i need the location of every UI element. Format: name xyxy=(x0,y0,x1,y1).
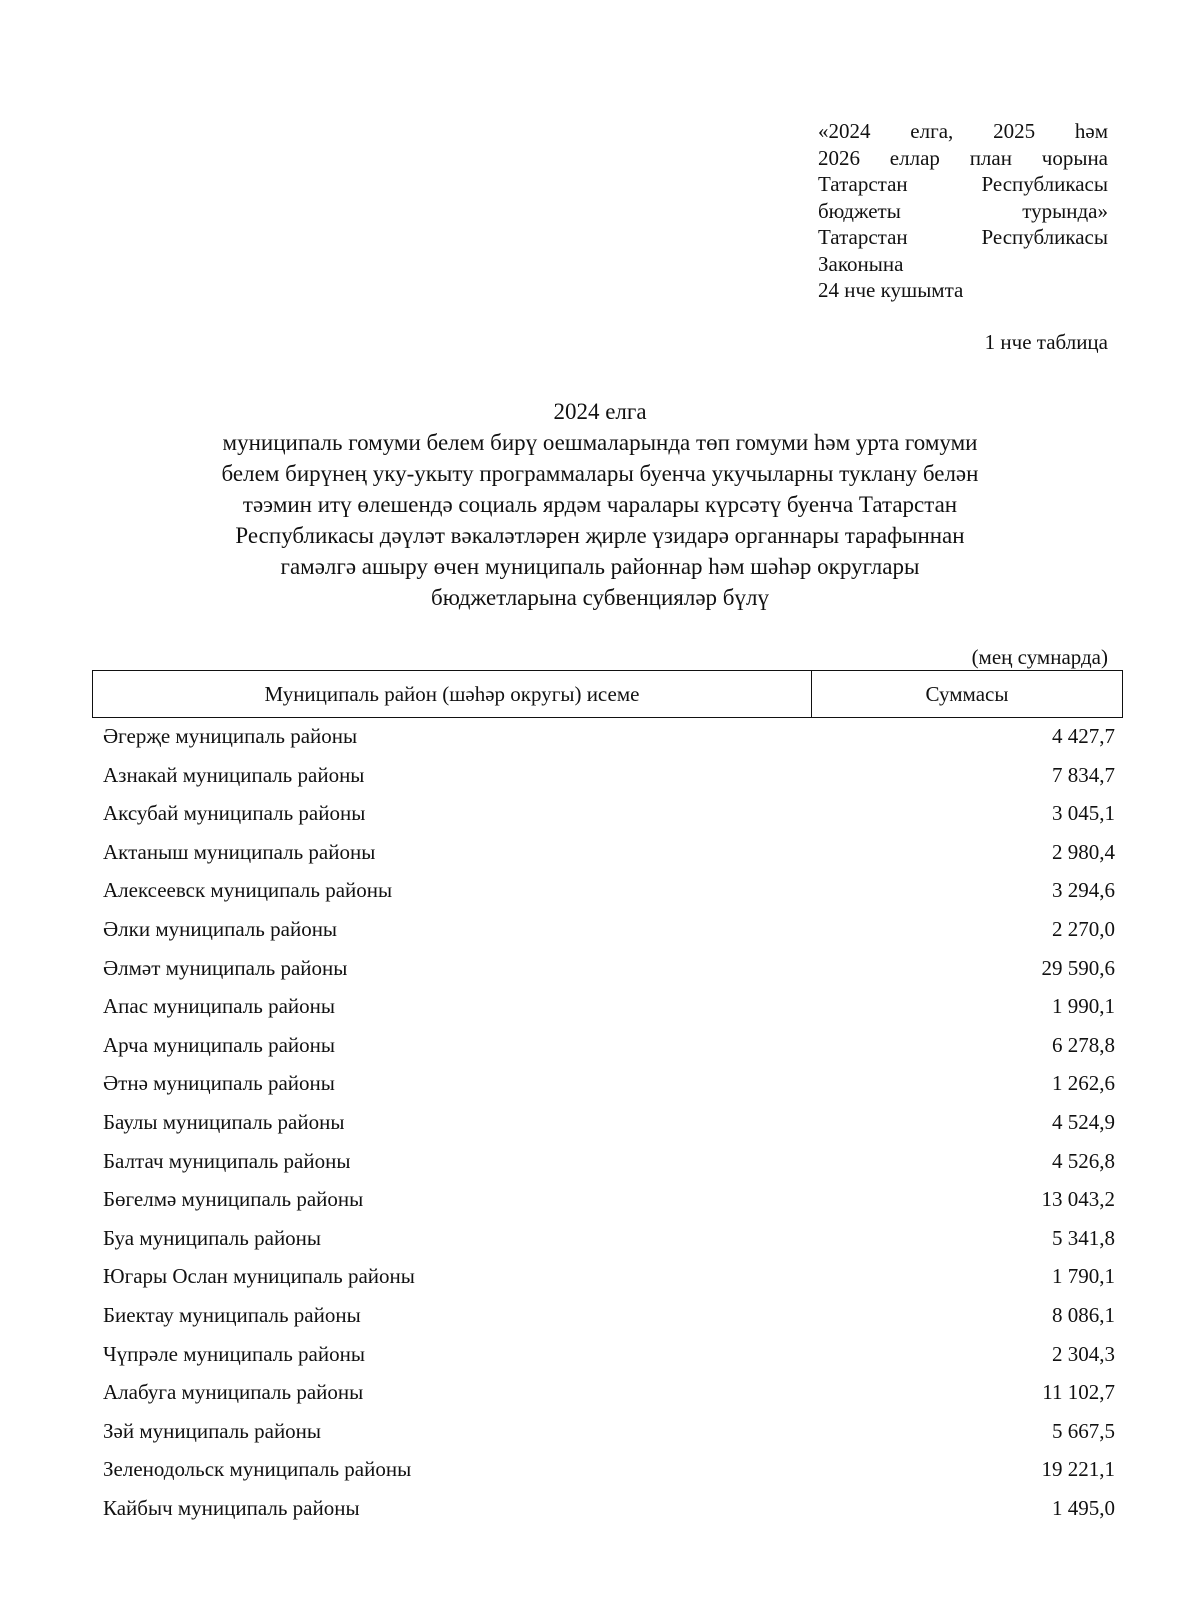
row-name: Чүпрәле муниципаль районы xyxy=(103,1341,365,1366)
table-row xyxy=(103,838,1115,877)
row-value: 4 427,7 xyxy=(1052,724,1115,748)
row-value: 8 086,1 xyxy=(1052,1302,1115,1327)
table-row xyxy=(103,1378,1115,1417)
row-value: 2 304,3 xyxy=(1052,1341,1115,1366)
appendix-line: 24 нче кушымта xyxy=(818,278,964,302)
row-value: 5 341,8 xyxy=(1052,1225,1115,1250)
table-row xyxy=(103,876,1115,915)
row-value: 5 667,5 xyxy=(1052,1418,1115,1443)
appendix-line: Татарстан Республикасы xyxy=(818,225,1108,249)
appendix-line: «2024 елга, 2025 һәм xyxy=(818,119,1108,143)
title-line: бюджетларына субвенцияләр бүлү xyxy=(431,585,769,610)
row-value: 1 262,6 xyxy=(1052,1071,1115,1096)
row-name: Югары Ослан муниципаль районы xyxy=(103,1264,415,1289)
header-sum-column: Суммасы xyxy=(925,681,1009,706)
table-row xyxy=(103,761,1115,800)
row-value: 11 102,7 xyxy=(1042,1380,1115,1405)
row-value: 1 790,1 xyxy=(1052,1264,1115,1289)
appendix-reference xyxy=(818,118,1108,304)
row-value: 1 990,1 xyxy=(1052,994,1115,1019)
row-name: Балтач муниципаль районы xyxy=(103,1148,351,1173)
appendix-line: Законына xyxy=(818,251,904,276)
row-name: Зеленодольск муниципаль районы xyxy=(103,1457,412,1482)
table-row xyxy=(103,1069,1115,1108)
row-value: 29 590,6 xyxy=(1041,955,1115,980)
title-line: Республикасы дәүләт вәкаләтләрен җирле үзидарә органнары тарафыннан xyxy=(235,523,965,548)
row-name: Баулы муниципаль районы xyxy=(103,1109,345,1134)
row-value: 1 495,0 xyxy=(1052,1495,1115,1520)
table-row xyxy=(103,1417,1115,1456)
units-note: (мең сумнарда) xyxy=(971,645,1108,669)
row-name: Әлмәт муниципаль районы xyxy=(103,955,348,980)
table-header xyxy=(92,670,1123,718)
title-line: белем бирүнең уку-укыту программалары буенча укучыларны туклану белән xyxy=(221,461,979,486)
row-value: 2 270,0 xyxy=(1052,916,1115,941)
row-name: Буа муниципаль районы xyxy=(103,1225,322,1250)
row-value: 2 980,4 xyxy=(1052,839,1115,864)
header-name-column: Муниципаль район (шәһәр округы) исеме xyxy=(93,671,812,717)
table-row xyxy=(103,1340,1115,1379)
document-title xyxy=(90,396,1110,613)
row-value: 13 043,2 xyxy=(1041,1187,1115,1212)
appendix-line: бюджеты турында» xyxy=(818,198,1108,223)
row-value: 3 294,6 xyxy=(1052,878,1115,903)
table-row xyxy=(103,1185,1115,1224)
row-name: Бөгелмә муниципаль районы xyxy=(103,1187,364,1212)
table-row xyxy=(103,915,1115,954)
row-name: Арча муниципаль районы xyxy=(103,1032,335,1057)
row-name: Әтнә муниципаль районы xyxy=(103,1071,335,1096)
table-body xyxy=(103,722,1115,1532)
row-value: 19 221,1 xyxy=(1041,1457,1115,1482)
table-row xyxy=(103,954,1115,993)
row-name: Кайбыч муниципаль районы xyxy=(103,1495,360,1520)
row-value: 6 278,8 xyxy=(1052,1032,1115,1057)
title-line: муниципаль гомуми белем бирү оешмаларында төп гомуми һәм урта гомуми xyxy=(222,430,978,455)
title-line: тәэмин итү өлешендә социаль ярдәм чаралары күрсәтү буенча Татарстан xyxy=(242,492,958,517)
table-row xyxy=(103,1108,1115,1147)
row-name: Аксубай муниципаль районы xyxy=(103,801,366,826)
table-row xyxy=(103,1147,1115,1186)
row-name: Апас муниципаль районы xyxy=(103,994,335,1019)
table-number: 1 нче таблица xyxy=(984,330,1108,354)
row-name: Алексеевск муниципаль районы xyxy=(103,878,393,903)
table-row xyxy=(103,1494,1115,1533)
title-line: 2024 елга xyxy=(553,399,647,424)
row-name: Актаныш муниципаль районы xyxy=(103,839,376,864)
table-row xyxy=(103,722,1115,761)
appendix-line: Татарстан Республикасы xyxy=(818,172,1108,196)
title-line: гамәлгә ашыру өчен муниципаль районнар һәм шәһәр округлары xyxy=(280,554,920,579)
table-row xyxy=(103,1455,1115,1494)
row-name: Әлки муниципаль районы xyxy=(103,916,338,941)
row-value: 3 045,1 xyxy=(1052,801,1115,826)
row-value: 4 526,8 xyxy=(1052,1148,1115,1173)
table-row xyxy=(103,992,1115,1031)
table-row xyxy=(103,799,1115,838)
row-value: 4 524,9 xyxy=(1052,1109,1115,1134)
table-row xyxy=(103,1301,1115,1340)
row-name: Азнакай муниципаль районы xyxy=(103,762,365,787)
table-row xyxy=(103,1224,1115,1263)
row-name: Зәй муниципаль районы xyxy=(103,1418,322,1443)
table-row xyxy=(103,1031,1115,1070)
table-row xyxy=(103,1262,1115,1301)
row-name: Алабуга муниципаль районы xyxy=(103,1380,364,1405)
appendix-line: 2026 еллар план чорына xyxy=(818,145,1108,170)
row-value: 7 834,7 xyxy=(1052,762,1115,787)
row-name: Әгерҗе муниципаль районы xyxy=(103,724,358,748)
row-name: Биектау муниципаль районы xyxy=(103,1302,361,1327)
